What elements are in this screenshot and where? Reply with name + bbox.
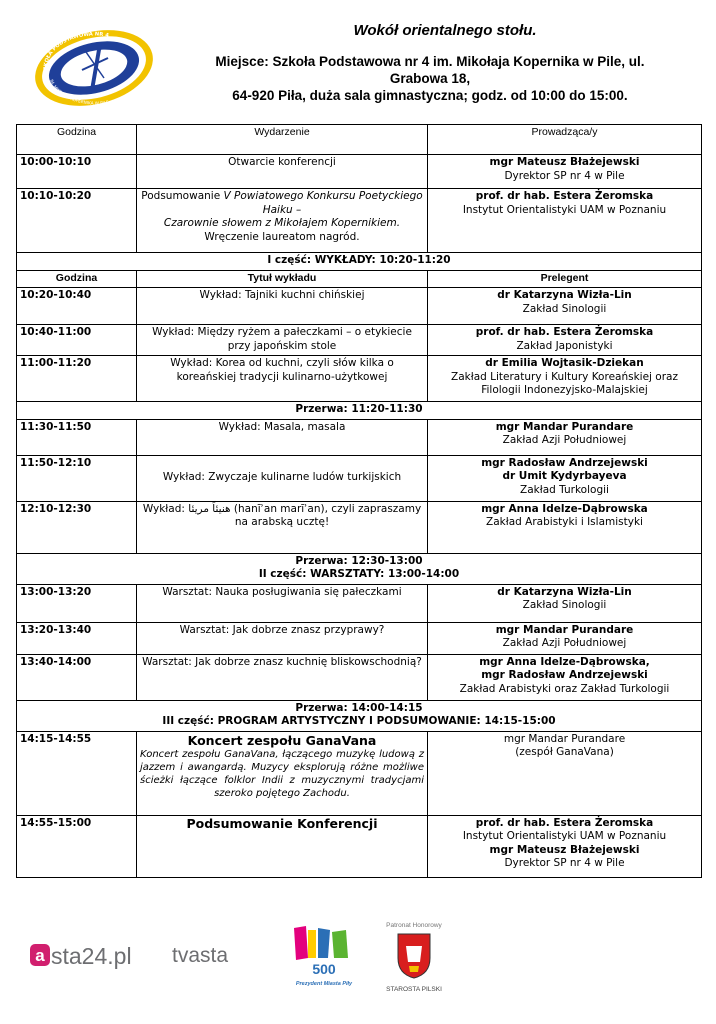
speaker-unit-2: Dyrektor SP nr 4 w Pile xyxy=(504,857,625,869)
break-2-and-part2 xyxy=(17,553,702,584)
table-row xyxy=(17,325,702,356)
row-time: 11:00-11:20 xyxy=(17,356,137,402)
tvasta-text: tvasta xyxy=(172,944,229,967)
host-role: Instytut Orientalistyki UAM w Poznaniu xyxy=(462,203,667,216)
speaker-name: mgr Mandar Purandare xyxy=(503,732,626,745)
section-row xyxy=(17,253,702,271)
host-role: Dyrektor SP nr 4 w Pile xyxy=(504,169,625,182)
row-time: 14:55-15:00 xyxy=(17,815,137,877)
row-title: Wykład: Zwyczaje kulinarne ludów turkijskich xyxy=(137,455,428,501)
event-part-a: Podsumowanie xyxy=(141,190,221,202)
row-speaker xyxy=(428,419,702,455)
table-row xyxy=(17,189,702,253)
break-3: Przerwa: 14:00-14:15 xyxy=(295,701,423,714)
venue-line-1: Miejsce: Szkoła Podstawowa nr 4 im. Mikołaja Kopernika w Pile, ul. xyxy=(215,54,645,69)
svg-text:500: 500 xyxy=(312,961,336,977)
row-speaker xyxy=(428,731,702,815)
break-1: Przerwa: 11:20-11:30 xyxy=(17,402,702,420)
col-header-speaker: Prelegent xyxy=(428,270,702,288)
speaker-name: dr Katarzyna Wizła-Lin xyxy=(497,289,632,301)
speaker-name-2: mgr Radosław Andrzejewski xyxy=(481,669,648,681)
logo-text-top: SZKOŁA PODSTAWOWA NR 4 xyxy=(43,31,110,75)
row-title: Warsztat: Jak dobrze znasz kuchnię bliskowschodnią? xyxy=(137,654,428,700)
part2-heading: II część: WARSZTATY: 13:00-14:00 xyxy=(258,568,460,580)
row-speaker xyxy=(428,325,702,356)
row-speaker xyxy=(428,455,702,501)
row-speaker xyxy=(428,815,702,877)
row-event xyxy=(137,189,428,253)
speaker-name: mgr Mandar Purandare xyxy=(495,623,634,636)
subheader-row xyxy=(17,270,702,288)
speaker-name-2: dr Umit Kydyrbayeva xyxy=(502,470,627,482)
event-part-d: Wręczenie laureatom nagród. xyxy=(204,230,360,243)
patronat-label: Patronat Honorowy xyxy=(386,922,442,929)
row-speaker xyxy=(428,654,702,700)
venue-info xyxy=(170,53,690,104)
speaker-name: mgr Anna Idelze-Dąbrowska, xyxy=(479,655,650,668)
row-host xyxy=(428,189,702,253)
row-time: 10:00-10:10 xyxy=(17,155,137,189)
event-part-c: Czarownie słowem z Mikołajem Kopernikiem. xyxy=(163,217,401,229)
speaker-unit: (zespół GanaVana) xyxy=(515,746,614,758)
row-title: Warsztat: Jak dobrze znasz przyprawy? xyxy=(137,622,428,654)
speaker-unit: Zakład Arabistyki i Islamistyki xyxy=(486,516,643,528)
row-title: Wykład: Masala, masala xyxy=(137,419,428,455)
row-time: 12:10-12:30 xyxy=(17,501,137,553)
row-title: Warsztat: Nauka posługiwania się pałeczkami xyxy=(137,584,428,622)
speaker-unit: Zakład Literatury i Kultury Koreańskiej oraz Filologii Indonezyjsko-Malajskiej xyxy=(451,370,678,396)
programme-table xyxy=(16,124,702,878)
speaker-unit: Zakład Sinologii xyxy=(522,302,607,315)
host-name: mgr Mateusz Błażejewski xyxy=(489,156,640,168)
row-time: 10:40-11:00 xyxy=(17,325,137,356)
col-header-lecture: Tytuł wykładu xyxy=(137,270,428,288)
row-speaker xyxy=(428,356,702,402)
table-row xyxy=(17,155,702,189)
page-header xyxy=(170,22,690,104)
row-host xyxy=(428,155,702,189)
row-time: 13:20-13:40 xyxy=(17,622,137,654)
table-row xyxy=(17,584,702,622)
concert-title: Koncert zespołu GanaVana xyxy=(187,732,377,748)
sponsor-strip xyxy=(0,918,716,1018)
svg-text:a: a xyxy=(35,946,45,965)
table-row xyxy=(17,356,702,402)
row-time: 13:00-13:20 xyxy=(17,584,137,622)
concert-description: Koncert zespołu GanaVana, łączącego muzykę ludową z jazzem i awangardą. Muzycy eksplorują różne możliwe ścieżki łączące folklor Indii z muzycznymi tradycjami szeroko pojętego Zachodu. xyxy=(140,748,424,799)
starosta-label: STAROSTA PILSKI xyxy=(386,986,442,993)
table-row xyxy=(17,501,702,553)
speaker-name: mgr Anna Idelze-Dąbrowska xyxy=(481,502,648,515)
table-row xyxy=(17,419,702,455)
row-speaker xyxy=(428,584,702,622)
row-time: 13:40-14:00 xyxy=(17,654,137,700)
speaker-unit: Instytut Orientalistyki UAM w Poznaniu xyxy=(462,830,667,842)
event-part-b: V Powiatowego Konkursu Poetyckiego Haiku – xyxy=(223,190,423,216)
venue-line-2: Grabowa 18, xyxy=(389,71,471,86)
col-header-event: Wydarzenie xyxy=(137,125,428,155)
speaker-name: mgr Radosław Andrzejewski xyxy=(481,456,648,469)
part1-heading: I część: WYKŁADY: 10:20-11:20 xyxy=(17,253,702,271)
row-title: Wykład: هنيئاً مريئا (hanīʾan marīʾan), czyli zapraszamy na arabską ucztę! xyxy=(137,501,428,553)
speaker-unit: Zakład Azji Południowej xyxy=(502,434,627,446)
coat-of-arms-icon xyxy=(394,932,434,980)
row-speaker xyxy=(428,501,702,553)
speaker-unit: Zakład Turkologii xyxy=(520,483,609,496)
table-row xyxy=(17,288,702,325)
speaker-name: prof. dr hab. Estera Żeromska xyxy=(475,816,654,829)
speaker-name: mgr Mandar Purandare xyxy=(495,420,634,433)
row-time: 14:15-14:55 xyxy=(17,731,137,815)
tvasta-logo xyxy=(172,938,254,976)
row-time: 10:10-10:20 xyxy=(17,189,137,253)
speaker-unit: Zakład Arabistyki oraz Zakład Turkologii xyxy=(459,682,670,695)
table-row xyxy=(17,731,702,815)
page-title: Wokół orientalnego stołu. xyxy=(353,22,537,39)
col-header-time-2: Godzina xyxy=(17,270,137,288)
speaker-unit: Zakład Azji Południowej xyxy=(502,637,627,649)
logo-text-bottom: IM. MIKOŁAJA KOPERNIKA W PILE xyxy=(49,78,110,106)
speaker-unit: Zakład Japonistyki xyxy=(516,339,613,352)
speaker-name-2: mgr Mateusz Błażejewski xyxy=(489,843,640,856)
break-row xyxy=(17,402,702,420)
starosta-logo xyxy=(376,922,452,993)
pila-caption: Prezydent Miasta Piły xyxy=(295,981,353,987)
row-speaker xyxy=(428,622,702,654)
row-time: 11:50-12:10 xyxy=(17,455,137,501)
asta24-text: sta24.pl xyxy=(51,943,132,969)
speaker-name: dr Emilia Wojtasik-Dziekan xyxy=(485,357,644,369)
row-title xyxy=(137,731,428,815)
row-title: Wykład: Między ryżem a pałeczkami – o etykiecie przy japońskim stole xyxy=(137,325,428,356)
row-time: 11:30-11:50 xyxy=(17,419,137,455)
school-logo xyxy=(30,22,158,114)
table-row xyxy=(17,654,702,700)
section-row xyxy=(17,553,702,584)
venue-line-3: 64-920 Piła, duża sala gimnastyczna; godz. od 10:00 do 15:00. xyxy=(232,88,628,103)
speaker-name: prof. dr hab. Estera Żeromska xyxy=(475,326,654,338)
speaker-unit: Zakład Sinologii xyxy=(522,599,607,611)
row-event: Otwarcie konferencji xyxy=(137,155,428,189)
speaker-name: dr Katarzyna Wizła-Lin xyxy=(497,585,632,598)
col-header-host: Prowadząca/y xyxy=(428,125,702,155)
row-time: 10:20-10:40 xyxy=(17,288,137,325)
section-row xyxy=(17,700,702,731)
col-header-time: Godzina xyxy=(17,125,137,155)
break-3-and-part3 xyxy=(17,700,702,731)
row-title: Podsumowanie Konferencji xyxy=(137,815,428,877)
row-title: Wykład: Tajniki kuchni chińskiej xyxy=(137,288,428,325)
table-row xyxy=(17,455,702,501)
table-row xyxy=(17,815,702,877)
table-row xyxy=(17,622,702,654)
host-name: prof. dr hab. Estera Żeromska xyxy=(475,190,654,202)
table-header-row xyxy=(17,125,702,155)
row-speaker xyxy=(428,288,702,325)
break-2: Przerwa: 12:30-13:00 xyxy=(295,554,423,567)
asta24-logo xyxy=(30,938,140,978)
row-title: Wykład: Korea od kuchni, czyli słów kilka o koreańskiej tradycji kulinarno-użytkowej xyxy=(137,356,428,402)
part3-heading: III część: PROGRAM ARTYSTYCZNY I PODSUMOWANIE: 14:15-15:00 xyxy=(162,715,556,727)
pila-logo xyxy=(288,924,360,992)
